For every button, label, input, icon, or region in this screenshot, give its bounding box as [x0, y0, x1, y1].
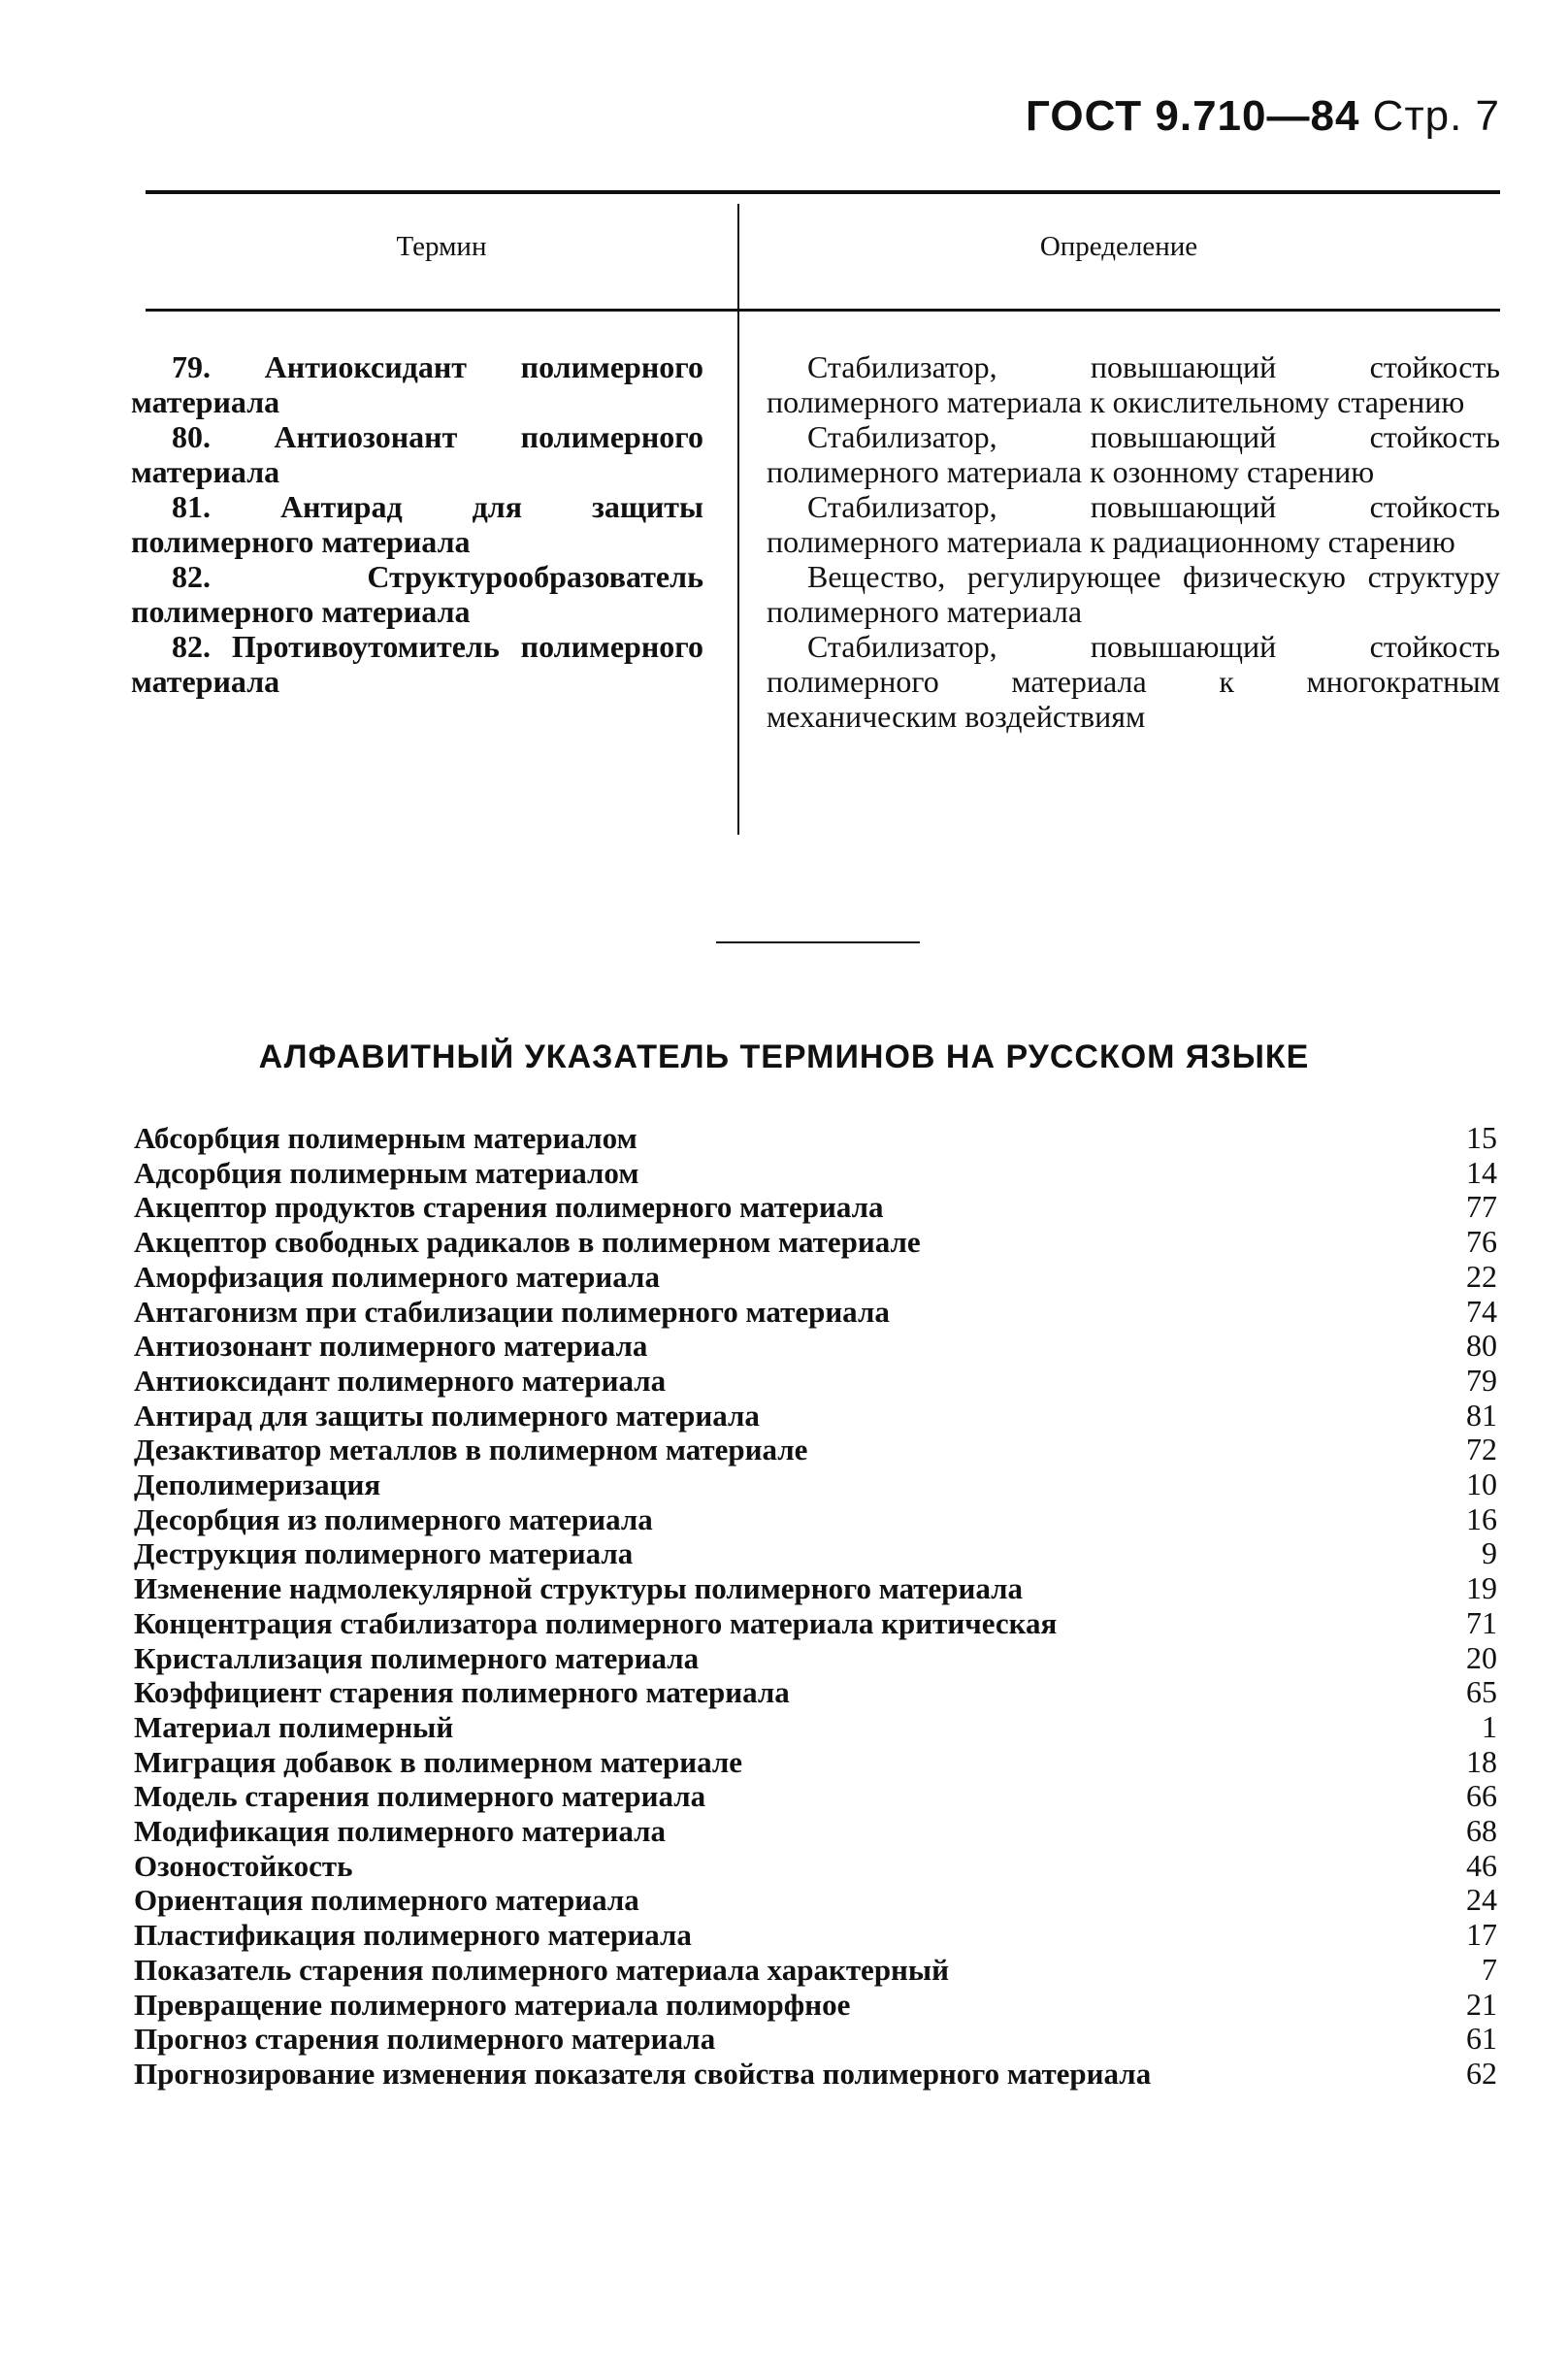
index-entry-term: Акцептор свободных радикалов в полимерном материале: [134, 1225, 921, 1260]
index-entry-page: 20: [1466, 1639, 1497, 1675]
index-entry-page: 76: [1466, 1224, 1497, 1260]
index-entry-term: Деструкция полимерного материала: [134, 1536, 634, 1571]
index-entry-page: 79: [1466, 1362, 1497, 1398]
column-header-definition: Определение: [1039, 231, 1198, 262]
index-entry: [134, 1156, 1497, 1191]
index-entry-page: 17: [1466, 1917, 1497, 1953]
index-entry-page: 80: [1466, 1328, 1497, 1364]
index-entry: [134, 1329, 1497, 1364]
term-entry: 82. Структурообразователь полимерного материала: [131, 559, 703, 629]
definition-entry: Стабилизатор, повышающий стойкость полимерного материала к многократным механическим воздействиям: [767, 629, 1500, 734]
index-entry: [134, 1295, 1497, 1330]
standard-number: ГОСТ 9.710—84: [1026, 92, 1360, 140]
index-entry-term: Материал полимерный: [134, 1709, 454, 1744]
index-entry-term: Акцептор продуктов старения полимерного материала: [134, 1190, 884, 1225]
index-entry: [134, 1571, 1497, 1606]
page-number: Стр. 7: [1372, 92, 1500, 140]
index-entry-page: 66: [1466, 1778, 1497, 1814]
index-entry-page: 46: [1466, 1847, 1497, 1883]
index-entry-term: Адсорбция полимерным материалом: [134, 1155, 639, 1190]
section-divider: [716, 941, 920, 943]
index-title: АЛФАВИТНЫЙ УКАЗАТЕЛЬ ТЕРМИНОВ НА РУССКОМ ЯЗЫКЕ: [258, 1038, 1310, 1075]
index-entry-page: 14: [1466, 1154, 1497, 1190]
index-entry: [134, 1675, 1497, 1710]
index-entry-page: 15: [1466, 1120, 1497, 1155]
index-entry-term: Десорбция из полимерного материала: [134, 1501, 653, 1536]
index-entry-term: Пластификация полимерного материала: [134, 1918, 692, 1953]
index-entry-page: 19: [1466, 1570, 1497, 1606]
index-entry-term: Антиозонант полимерного материала: [134, 1329, 648, 1364]
index-entry: [134, 1260, 1497, 1295]
index-entry-term: Антагонизм при стабилизации полимерного материала: [134, 1294, 890, 1329]
definition-entry: Вещество, регулирующее физическую структуру полимерного материала: [767, 559, 1500, 629]
index-entry: [134, 2057, 1497, 2092]
index-entry: [134, 1433, 1497, 1467]
index-entry-page: 65: [1466, 1674, 1497, 1710]
index-entry: [134, 1883, 1497, 1918]
index-entry: [134, 1467, 1497, 1502]
index-entry-term: Миграция добавок в полимерном материале: [134, 1744, 743, 1779]
index-entry-term: Прогноз старения полимерного материала: [134, 2022, 716, 2057]
term-entry: 82. Противоутомитель полимерного материала: [131, 629, 703, 699]
index-entry-term: Аморфизация полимерного материала: [134, 1259, 660, 1294]
column-header-term: Термин: [396, 231, 487, 262]
index-entry: [134, 1641, 1497, 1676]
index-entry-term: Показатель старения полимерного материала характерный: [134, 1952, 949, 1987]
alphabetical-index: [134, 1121, 1497, 2092]
index-entry-term: Антирад для защиты полимерного материала: [134, 1398, 760, 1433]
index-entry-term: Кристаллизация полимерного материала: [134, 1640, 700, 1675]
index-entry: [134, 1399, 1497, 1434]
index-entry-page: 61: [1466, 2021, 1497, 2057]
index-entry-term: Модификация полимерного материала: [134, 1814, 667, 1849]
index-entry-page: 81: [1466, 1397, 1497, 1433]
index-entry: [134, 1988, 1497, 2023]
index-entry: [134, 1710, 1497, 1745]
term-entry: 80. Антиозонант полимерного материала: [131, 419, 703, 489]
index-entry: [134, 1364, 1497, 1399]
index-entry-term: Озоностойкость: [134, 1848, 353, 1883]
index-entry: [134, 1953, 1497, 1988]
term-entry: 81. Антирад для защиты полимерного материала: [131, 489, 703, 559]
index-entry: [134, 1814, 1497, 1849]
index-entry-page: 16: [1466, 1500, 1497, 1536]
index-entry: [134, 1849, 1497, 1884]
term-entry: 79. Антиоксидант полимерного материала: [131, 349, 703, 419]
index-entry-page: 62: [1466, 2055, 1497, 2091]
index-entry-term: Модель старения полимерного материала: [134, 1779, 706, 1814]
table-top-rule: [146, 190, 1500, 194]
index-entry-page: 21: [1466, 1986, 1497, 2022]
index-entry-term: Дезактиватор металлов в полимерном материале: [134, 1433, 808, 1467]
index-entry-term: Превращение полимерного материала полиморфное: [134, 1987, 851, 2022]
definitions-column: [767, 349, 1500, 734]
index-entry: [134, 1779, 1497, 1814]
index-entry-page: 68: [1466, 1813, 1497, 1849]
index-entry-page: 71: [1466, 1604, 1497, 1640]
index-entry-term: Концентрация стабилизатора полимерного материала критическая: [134, 1605, 1058, 1640]
index-entry: [134, 1225, 1497, 1260]
index-entry: [134, 1536, 1497, 1571]
page-header: [1026, 92, 1500, 141]
index-entry-term: Антиоксидант полимерного материала: [134, 1363, 667, 1398]
index-entry: [134, 2022, 1497, 2057]
definition-entry: Стабилизатор, повышающий стойкость полимерного материала к окислительному старению: [767, 349, 1500, 419]
index-entry-term: Ориентация полимерного материала: [134, 1883, 639, 1918]
index-entry-page: 77: [1466, 1189, 1497, 1225]
table-column-divider: [737, 204, 739, 835]
index-entry-page: 10: [1466, 1467, 1497, 1502]
index-entry: [134, 1502, 1497, 1537]
index-entry-page: 74: [1466, 1293, 1497, 1329]
index-entry-term: Абсорбция полимерным материалом: [134, 1121, 637, 1155]
index-entry: [134, 1606, 1497, 1641]
index-entry-page: 72: [1466, 1432, 1497, 1467]
index-entry-page: 1: [1482, 1708, 1497, 1744]
table-header-rule: [146, 309, 1500, 312]
index-entry-page: 22: [1466, 1258, 1497, 1294]
index-entry-page: 7: [1482, 1951, 1497, 1987]
index-entry-page: 24: [1466, 1882, 1497, 1918]
index-entry-page: 18: [1466, 1743, 1497, 1779]
definition-entry: Стабилизатор, повышающий стойкость полимерного материала к радиационному старению: [767, 489, 1500, 559]
index-entry-page: 9: [1482, 1535, 1497, 1571]
index-entry-term: Прогнозирование изменения показателя свойства полимерного материала: [134, 2056, 1152, 2091]
index-entry: [134, 1190, 1497, 1225]
index-entry-term: Коэффициент старения полимерного материала: [134, 1675, 790, 1710]
index-entry-term: Деполимеризация: [134, 1467, 381, 1502]
terms-column: [131, 349, 703, 734]
index-entry: [134, 1745, 1497, 1780]
index-entry: [134, 1918, 1497, 1953]
definition-entry: Стабилизатор, повышающий стойкость полимерного материала к озонному старению: [767, 419, 1500, 489]
index-entry-term: Изменение надмолекулярной структуры полимерного материала: [134, 1571, 1024, 1606]
index-entry: [134, 1121, 1497, 1156]
